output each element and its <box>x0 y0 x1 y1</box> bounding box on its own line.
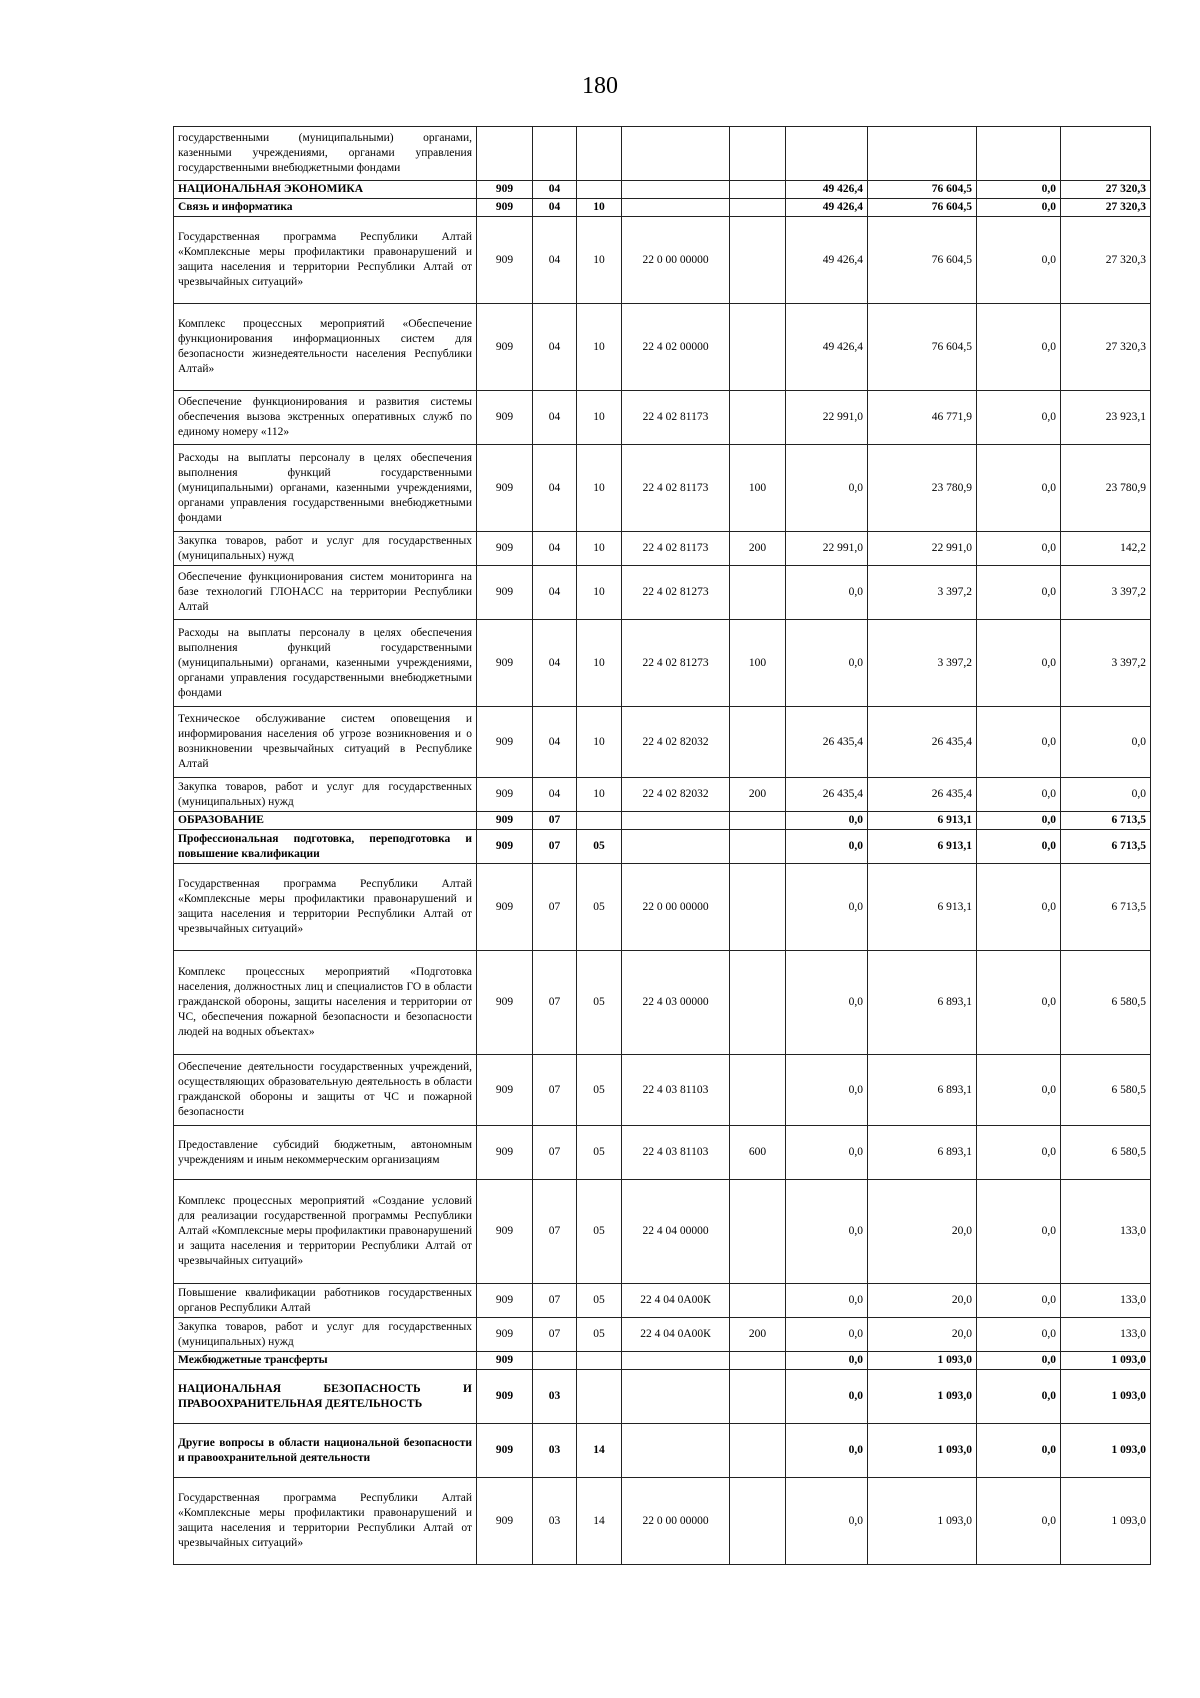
target-article-cell: 22 4 02 81173 <box>622 532 730 566</box>
row-name-cell: НАЦИОНАЛЬНАЯ ЭКОНОМИКА <box>174 181 477 199</box>
amount-3-cell: 0,0 <box>977 1424 1061 1478</box>
amount-2-cell: 76 604,5 <box>868 181 977 199</box>
subsection-code-cell: 10 <box>577 620 622 707</box>
admin-code-cell: 909 <box>477 1284 533 1318</box>
target-article-cell <box>622 1370 730 1424</box>
section-code-cell: 04 <box>533 217 577 304</box>
amount-4-cell: 6 580,5 <box>1061 951 1151 1055</box>
expense-type-cell <box>730 181 786 199</box>
amount-2-cell <box>868 127 977 181</box>
row-name-cell: Комплекс процессных мероприятий «Обеспечение функционирования информационных систем для безопасности жизнедеятельности населения Республики Алтай» <box>174 304 477 391</box>
target-article-cell: 22 4 04 0А00К <box>622 1318 730 1352</box>
amount-2-cell: 1 093,0 <box>868 1352 977 1370</box>
amount-4-cell: 133,0 <box>1061 1284 1151 1318</box>
target-article-cell: 22 4 02 82032 <box>622 707 730 778</box>
admin-code-cell: 909 <box>477 304 533 391</box>
amount-4-cell: 23 923,1 <box>1061 391 1151 445</box>
subsection-code-cell: 14 <box>577 1424 622 1478</box>
subsection-code-cell: 05 <box>577 1055 622 1126</box>
table-row <box>174 445 1151 532</box>
amount-3-cell: 0,0 <box>977 199 1061 217</box>
table-row <box>174 1180 1151 1284</box>
target-article-cell: 22 4 02 81173 <box>622 391 730 445</box>
admin-code-cell: 909 <box>477 707 533 778</box>
amount-1-cell: 0,0 <box>786 1478 868 1565</box>
section-code-cell: 07 <box>533 812 577 830</box>
admin-code-cell: 909 <box>477 830 533 864</box>
admin-code-cell: 909 <box>477 1126 533 1180</box>
subsection-code-cell: 10 <box>577 778 622 812</box>
amount-2-cell: 1 093,0 <box>868 1424 977 1478</box>
target-article-cell: 22 4 02 81273 <box>622 566 730 620</box>
row-name-cell: Государственная программа Республики Алтай «Комплексные меры профилактики правонарушений и защита населения и территории Республики Алтай от чрезвычайных ситуаций» <box>174 864 477 951</box>
admin-code-cell: 909 <box>477 1352 533 1370</box>
section-code-cell: 03 <box>533 1424 577 1478</box>
amount-4-cell: 23 780,9 <box>1061 445 1151 532</box>
target-article-cell <box>622 199 730 217</box>
expense-type-cell <box>730 1478 786 1565</box>
section-code-cell: 04 <box>533 532 577 566</box>
section-code-cell: 03 <box>533 1478 577 1565</box>
admin-code-cell: 909 <box>477 620 533 707</box>
expense-type-cell: 100 <box>730 620 786 707</box>
amount-4-cell: 1 093,0 <box>1061 1352 1151 1370</box>
budget-table <box>173 126 1151 1565</box>
amount-3-cell: 0,0 <box>977 391 1061 445</box>
table-row <box>174 1478 1151 1565</box>
amount-2-cell: 6 893,1 <box>868 1055 977 1126</box>
amount-2-cell: 3 397,2 <box>868 566 977 620</box>
amount-1-cell: 0,0 <box>786 1318 868 1352</box>
row-name-cell: Расходы на выплаты персоналу в целях обеспечения выполнения функций государственными (муниципальными) органами, казенными учреждениями, органами управления государственными внебюджетными фондами <box>174 620 477 707</box>
target-article-cell <box>622 1352 730 1370</box>
section-code-cell: 07 <box>533 830 577 864</box>
admin-code-cell: 909 <box>477 1318 533 1352</box>
amount-2-cell: 76 604,5 <box>868 304 977 391</box>
amount-4-cell: 3 397,2 <box>1061 566 1151 620</box>
amount-3-cell: 0,0 <box>977 778 1061 812</box>
amount-3-cell: 0,0 <box>977 181 1061 199</box>
expense-type-cell <box>730 1055 786 1126</box>
amount-3-cell: 0,0 <box>977 445 1061 532</box>
amount-1-cell: 0,0 <box>786 1370 868 1424</box>
expense-type-cell <box>730 566 786 620</box>
target-article-cell <box>622 1424 730 1478</box>
amount-1-cell: 0,0 <box>786 1055 868 1126</box>
expense-type-cell <box>730 1180 786 1284</box>
amount-1-cell: 49 426,4 <box>786 217 868 304</box>
amount-1-cell: 0,0 <box>786 1126 868 1180</box>
admin-code-cell: 909 <box>477 812 533 830</box>
section-code-cell: 04 <box>533 199 577 217</box>
row-name-cell: Закупка товаров, работ и услуг для государственных (муниципальных) нужд <box>174 778 477 812</box>
amount-3-cell: 0,0 <box>977 620 1061 707</box>
amount-1-cell: 0,0 <box>786 1180 868 1284</box>
table-row <box>174 1424 1151 1478</box>
amount-3-cell: 0,0 <box>977 1126 1061 1180</box>
expense-type-cell: 200 <box>730 532 786 566</box>
row-name-cell: Другие вопросы в области национальной безопасности и правоохранительной деятельности <box>174 1424 477 1478</box>
amount-3-cell: 0,0 <box>977 1055 1061 1126</box>
section-code-cell: 07 <box>533 1284 577 1318</box>
amount-2-cell: 76 604,5 <box>868 217 977 304</box>
table-row <box>174 304 1151 391</box>
subsection-code-cell: 10 <box>577 532 622 566</box>
section-code-cell: 04 <box>533 620 577 707</box>
amount-2-cell: 23 780,9 <box>868 445 977 532</box>
amount-2-cell: 6 893,1 <box>868 951 977 1055</box>
amount-4-cell: 0,0 <box>1061 778 1151 812</box>
table-row <box>174 1318 1151 1352</box>
amount-1-cell: 26 435,4 <box>786 707 868 778</box>
amount-4-cell: 6 713,5 <box>1061 830 1151 864</box>
table-row <box>174 127 1151 181</box>
target-article-cell <box>622 830 730 864</box>
admin-code-cell <box>477 127 533 181</box>
amount-2-cell: 3 397,2 <box>868 620 977 707</box>
amount-1-cell: 22 991,0 <box>786 391 868 445</box>
admin-code-cell: 909 <box>477 181 533 199</box>
amount-2-cell: 20,0 <box>868 1284 977 1318</box>
row-name-cell: Связь и информатика <box>174 199 477 217</box>
subsection-code-cell: 10 <box>577 707 622 778</box>
admin-code-cell: 909 <box>477 1370 533 1424</box>
section-code-cell <box>533 1352 577 1370</box>
row-name-cell: Закупка товаров, работ и услуг для государственных (муниципальных) нужд <box>174 532 477 566</box>
amount-4-cell: 1 093,0 <box>1061 1424 1151 1478</box>
table-row <box>174 707 1151 778</box>
subsection-code-cell: 05 <box>577 951 622 1055</box>
amount-1-cell: 0,0 <box>786 566 868 620</box>
amount-3-cell: 0,0 <box>977 830 1061 864</box>
amount-4-cell: 142,2 <box>1061 532 1151 566</box>
row-name-cell: НАЦИОНАЛЬНАЯ БЕЗОПАСНОСТЬ И ПРАВООХРАНИТЕЛЬНАЯ ДЕЯТЕЛЬНОСТЬ <box>174 1370 477 1424</box>
expense-type-cell <box>730 830 786 864</box>
target-article-cell: 22 0 00 00000 <box>622 864 730 951</box>
target-article-cell: 22 4 02 00000 <box>622 304 730 391</box>
subsection-code-cell: 05 <box>577 864 622 951</box>
amount-4-cell: 6 580,5 <box>1061 1055 1151 1126</box>
amount-2-cell: 76 604,5 <box>868 199 977 217</box>
amount-3-cell: 0,0 <box>977 951 1061 1055</box>
amount-1-cell: 0,0 <box>786 445 868 532</box>
row-name-cell: Комплекс процессных мероприятий «Подготовка населения, должностных лиц и специалистов ГО в области гражданской обороны, защиты населения и территории от ЧС, обеспечения пожарной безопасности и безопасности людей на водных объектах» <box>174 951 477 1055</box>
row-name-cell: государственными (муниципальными) органами, казенными учреждениями, органами управления государственными внебюджетными фондами <box>174 127 477 181</box>
amount-4-cell: 27 320,3 <box>1061 199 1151 217</box>
subsection-code-cell: 10 <box>577 199 622 217</box>
amount-3-cell: 0,0 <box>977 707 1061 778</box>
target-article-cell: 22 4 04 0А00К <box>622 1284 730 1318</box>
table-row <box>174 391 1151 445</box>
amount-3-cell: 0,0 <box>977 1318 1061 1352</box>
expense-type-cell: 200 <box>730 778 786 812</box>
expense-type-cell <box>730 1352 786 1370</box>
table-row <box>174 199 1151 217</box>
admin-code-cell: 909 <box>477 864 533 951</box>
admin-code-cell: 909 <box>477 217 533 304</box>
expense-type-cell <box>730 217 786 304</box>
amount-1-cell: 49 426,4 <box>786 199 868 217</box>
expense-type-cell <box>730 812 786 830</box>
subsection-code-cell: 14 <box>577 1478 622 1565</box>
expense-type-cell <box>730 1284 786 1318</box>
amount-3-cell <box>977 127 1061 181</box>
subsection-code-cell: 10 <box>577 566 622 620</box>
amount-4-cell: 0,0 <box>1061 707 1151 778</box>
table-row <box>174 812 1151 830</box>
admin-code-cell: 909 <box>477 1055 533 1126</box>
subsection-code-cell: 05 <box>577 1284 622 1318</box>
table-row <box>174 217 1151 304</box>
amount-4-cell: 6 713,5 <box>1061 812 1151 830</box>
amount-4-cell: 6 580,5 <box>1061 1126 1151 1180</box>
section-code-cell: 04 <box>533 181 577 199</box>
table-row <box>174 830 1151 864</box>
table-row <box>174 778 1151 812</box>
amount-1-cell: 49 426,4 <box>786 181 868 199</box>
table-row <box>174 1352 1151 1370</box>
amount-3-cell: 0,0 <box>977 304 1061 391</box>
target-article-cell: 22 4 03 00000 <box>622 951 730 1055</box>
amount-3-cell: 0,0 <box>977 532 1061 566</box>
section-code-cell: 04 <box>533 778 577 812</box>
amount-2-cell: 6 893,1 <box>868 1126 977 1180</box>
amount-4-cell: 27 320,3 <box>1061 217 1151 304</box>
subsection-code-cell: 10 <box>577 445 622 532</box>
amount-4-cell: 6 713,5 <box>1061 864 1151 951</box>
amount-1-cell: 22 991,0 <box>786 532 868 566</box>
section-code-cell: 07 <box>533 1126 577 1180</box>
section-code-cell: 04 <box>533 304 577 391</box>
amount-2-cell: 6 913,1 <box>868 864 977 951</box>
table-body <box>174 127 1151 1565</box>
row-name-cell: Профессиональная подготовка, переподготовка и повышение квалификации <box>174 830 477 864</box>
amount-3-cell: 0,0 <box>977 1284 1061 1318</box>
expense-type-cell: 600 <box>730 1126 786 1180</box>
amount-3-cell: 0,0 <box>977 812 1061 830</box>
table-row <box>174 864 1151 951</box>
amount-2-cell: 1 093,0 <box>868 1478 977 1565</box>
amount-4-cell: 133,0 <box>1061 1180 1151 1284</box>
target-article-cell: 22 0 00 00000 <box>622 217 730 304</box>
target-article-cell: 22 4 02 81173 <box>622 445 730 532</box>
amount-2-cell: 46 771,9 <box>868 391 977 445</box>
amount-3-cell: 0,0 <box>977 217 1061 304</box>
row-name-cell: Расходы на выплаты персоналу в целях обеспечения выполнения функций государственными (муниципальными) органами, казенными учреждениями, органами управления государственными внебюджетными фондами <box>174 445 477 532</box>
section-code-cell: 07 <box>533 1180 577 1284</box>
target-article-cell: 22 4 03 81103 <box>622 1126 730 1180</box>
row-name-cell: Обеспечение деятельности государственных учреждений, осуществляющих образовательную деятельность в области гражданской обороны и защиты от ЧС и пожарной безопасности <box>174 1055 477 1126</box>
amount-1-cell: 49 426,4 <box>786 304 868 391</box>
amount-2-cell: 6 913,1 <box>868 812 977 830</box>
subsection-code-cell: 05 <box>577 830 622 864</box>
row-name-cell: Обеспечение функционирования и развития системы обеспечения вызова экстренных оперативных служб по единому номеру «112» <box>174 391 477 445</box>
table-row <box>174 951 1151 1055</box>
admin-code-cell: 909 <box>477 445 533 532</box>
table-row <box>174 620 1151 707</box>
subsection-code-cell: 10 <box>577 391 622 445</box>
amount-1-cell: 0,0 <box>786 1352 868 1370</box>
subsection-code-cell <box>577 127 622 181</box>
target-article-cell: 22 0 00 00000 <box>622 1478 730 1565</box>
row-name-cell: Повышение квалификации работников государственных органов Республики Алтай <box>174 1284 477 1318</box>
amount-4-cell: 27 320,3 <box>1061 181 1151 199</box>
amount-3-cell: 0,0 <box>977 864 1061 951</box>
target-article-cell: 22 4 04 00000 <box>622 1180 730 1284</box>
amount-1-cell: 26 435,4 <box>786 778 868 812</box>
amount-4-cell: 3 397,2 <box>1061 620 1151 707</box>
amount-4-cell: 133,0 <box>1061 1318 1151 1352</box>
table-row <box>174 1370 1151 1424</box>
target-article-cell <box>622 812 730 830</box>
section-code-cell <box>533 127 577 181</box>
amount-1-cell: 0,0 <box>786 1424 868 1478</box>
admin-code-cell: 909 <box>477 566 533 620</box>
amount-2-cell: 22 991,0 <box>868 532 977 566</box>
admin-code-cell: 909 <box>477 1424 533 1478</box>
table-row <box>174 1126 1151 1180</box>
admin-code-cell: 909 <box>477 199 533 217</box>
expense-type-cell <box>730 1370 786 1424</box>
section-code-cell: 04 <box>533 707 577 778</box>
subsection-code-cell: 05 <box>577 1318 622 1352</box>
expense-type-cell <box>730 707 786 778</box>
amount-3-cell: 0,0 <box>977 1478 1061 1565</box>
section-code-cell: 04 <box>533 566 577 620</box>
expense-type-cell: 200 <box>730 1318 786 1352</box>
amount-2-cell: 20,0 <box>868 1318 977 1352</box>
amount-1-cell: 0,0 <box>786 1284 868 1318</box>
amount-1-cell: 0,0 <box>786 812 868 830</box>
expense-type-cell <box>730 951 786 1055</box>
amount-4-cell <box>1061 127 1151 181</box>
amount-1-cell: 0,0 <box>786 864 868 951</box>
amount-4-cell: 1 093,0 <box>1061 1370 1151 1424</box>
amount-2-cell: 6 913,1 <box>868 830 977 864</box>
row-name-cell: Комплекс процессных мероприятий «Создание условий для реализации государственной программы Республики Алтай «Комплексные меры профилактики правонарушений и защита населения и территории Республики Алтай от чрезвычайных ситуаций» <box>174 1180 477 1284</box>
section-code-cell: 04 <box>533 445 577 532</box>
row-name-cell: Государственная программа Республики Алтай «Комплексные меры профилактики правонарушений и защита населения и территории Республики Алтай от чрезвычайных ситуаций» <box>174 1478 477 1565</box>
subsection-code-cell <box>577 181 622 199</box>
subsection-code-cell <box>577 1370 622 1424</box>
table-row <box>174 181 1151 199</box>
section-code-cell: 07 <box>533 1055 577 1126</box>
subsection-code-cell: 05 <box>577 1126 622 1180</box>
amount-1-cell: 0,0 <box>786 830 868 864</box>
section-code-cell: 07 <box>533 1318 577 1352</box>
amount-3-cell: 0,0 <box>977 1180 1061 1284</box>
target-article-cell <box>622 181 730 199</box>
amount-1-cell: 0,0 <box>786 951 868 1055</box>
admin-code-cell: 909 <box>477 391 533 445</box>
amount-2-cell: 20,0 <box>868 1180 977 1284</box>
subsection-code-cell: 10 <box>577 217 622 304</box>
row-name-cell: ОБРАЗОВАНИЕ <box>174 812 477 830</box>
row-name-cell: Государственная программа Республики Алтай «Комплексные меры профилактики правонарушений и защита населения и территории Республики Алтай от чрезвычайных ситуаций» <box>174 217 477 304</box>
target-article-cell: 22 4 02 81273 <box>622 620 730 707</box>
amount-4-cell: 1 093,0 <box>1061 1478 1151 1565</box>
section-code-cell: 07 <box>533 864 577 951</box>
amount-1-cell <box>786 127 868 181</box>
target-article-cell: 22 4 03 81103 <box>622 1055 730 1126</box>
amount-2-cell: 1 093,0 <box>868 1370 977 1424</box>
expense-type-cell <box>730 127 786 181</box>
section-code-cell: 07 <box>533 951 577 1055</box>
subsection-code-cell: 05 <box>577 1180 622 1284</box>
expense-type-cell <box>730 864 786 951</box>
admin-code-cell: 909 <box>477 532 533 566</box>
expense-type-cell <box>730 199 786 217</box>
amount-2-cell: 26 435,4 <box>868 707 977 778</box>
row-name-cell: Предоставление субсидий бюджетным, автономным учреждениям и иным некоммерческим организациям <box>174 1126 477 1180</box>
amount-1-cell: 0,0 <box>786 620 868 707</box>
page-number: 180 <box>582 73 618 99</box>
expense-type-cell <box>730 1424 786 1478</box>
amount-3-cell: 0,0 <box>977 1352 1061 1370</box>
amount-4-cell: 27 320,3 <box>1061 304 1151 391</box>
amount-3-cell: 0,0 <box>977 1370 1061 1424</box>
row-name-cell: Закупка товаров, работ и услуг для государственных (муниципальных) нужд <box>174 1318 477 1352</box>
section-code-cell: 04 <box>533 391 577 445</box>
target-article-cell: 22 4 02 82032 <box>622 778 730 812</box>
section-code-cell: 03 <box>533 1370 577 1424</box>
admin-code-cell: 909 <box>477 951 533 1055</box>
subsection-code-cell <box>577 1352 622 1370</box>
amount-3-cell: 0,0 <box>977 566 1061 620</box>
table-row <box>174 1055 1151 1126</box>
row-name-cell: Обеспечение функционирования систем мониторинга на базе технологий ГЛОНАСС на территории Республики Алтай <box>174 566 477 620</box>
table-row <box>174 1284 1151 1318</box>
expense-type-cell <box>730 304 786 391</box>
table-row <box>174 532 1151 566</box>
admin-code-cell: 909 <box>477 1180 533 1284</box>
row-name-cell: Техническое обслуживание систем оповещения и информирования населения об угрозе возникновения и о возникновении чрезвычайных ситуаций в Республике Алтай <box>174 707 477 778</box>
subsection-code-cell: 10 <box>577 304 622 391</box>
expense-type-cell: 100 <box>730 445 786 532</box>
table-row <box>174 566 1151 620</box>
amount-2-cell: 26 435,4 <box>868 778 977 812</box>
subsection-code-cell <box>577 812 622 830</box>
admin-code-cell: 909 <box>477 1478 533 1565</box>
target-article-cell <box>622 127 730 181</box>
expense-type-cell <box>730 391 786 445</box>
admin-code-cell: 909 <box>477 778 533 812</box>
row-name-cell: Межбюджетные трансферты <box>174 1352 477 1370</box>
